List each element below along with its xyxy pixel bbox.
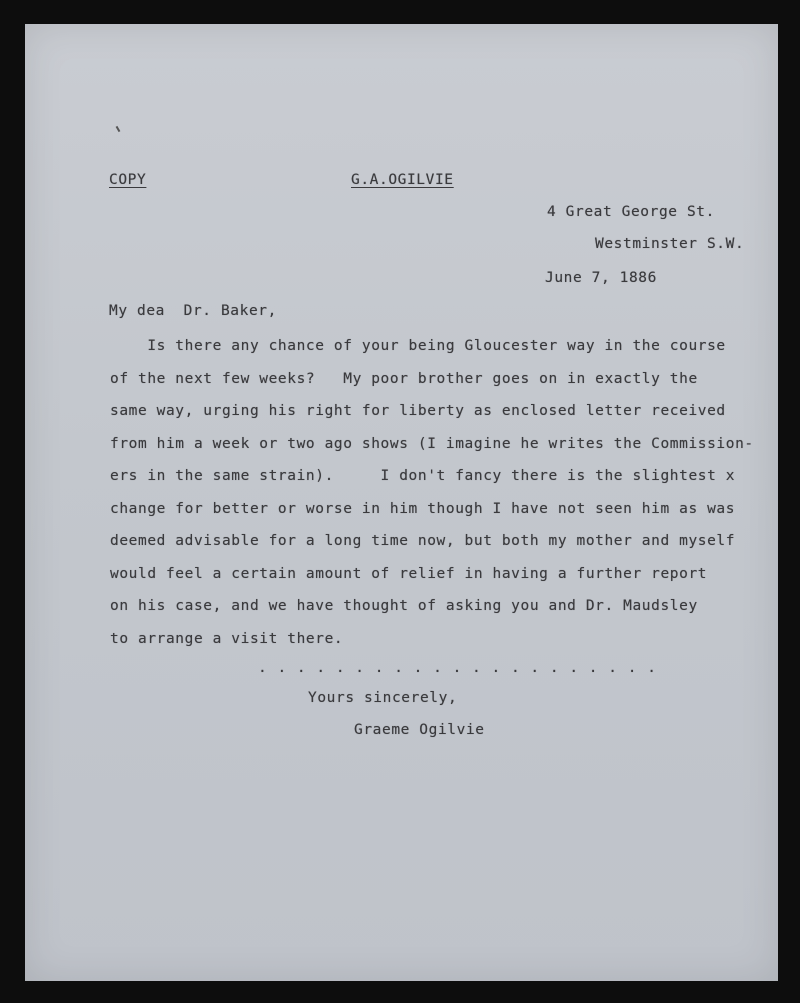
body-line: would feel a certain amount of relief in having a further report: [110, 565, 708, 582]
body-line: on his case, and we have thought of asking you and Dr. Maudsley: [110, 598, 698, 614]
body-line: to arrange a visit there.: [110, 630, 344, 647]
closing: Yours sincerely,: [308, 690, 458, 706]
salutation: My dea Dr. Baker,: [109, 303, 277, 319]
letter-body: [110, 330, 765, 655]
signature: Graeme Ogilvie: [354, 722, 485, 738]
address-street: 4 Great George St.: [547, 204, 715, 220]
paper-mark: [116, 126, 121, 132]
address-district: Westminster S.W.: [595, 236, 745, 252]
body-line: of the next few weeks? My poor brother goes on in exactly the: [110, 370, 698, 387]
body-line: Is there any chance of your being Gloucester way in the course: [110, 338, 726, 354]
body-line: from him a week or two ago shows (I imagine he writes the Commission-: [110, 435, 754, 452]
body-line: change for better or worse in him though I have not seen him as was: [110, 500, 736, 517]
body-line: deemed advisable for a long time now, but both my mother and myself: [110, 533, 736, 549]
ellipsis-divider: . . . . . . . . . . . . . . . . . . . . .: [258, 660, 657, 676]
copy-label: COPY: [109, 172, 147, 188]
body-line: same way, urging his right for liberty as enclosed letter received: [110, 403, 726, 419]
letter-date: June 7, 1886: [545, 270, 657, 286]
letterhead-name: G.A.OGILVIE: [351, 172, 454, 188]
body-line: ers in the same strain). I don't fancy there is the slightest x: [110, 468, 736, 484]
